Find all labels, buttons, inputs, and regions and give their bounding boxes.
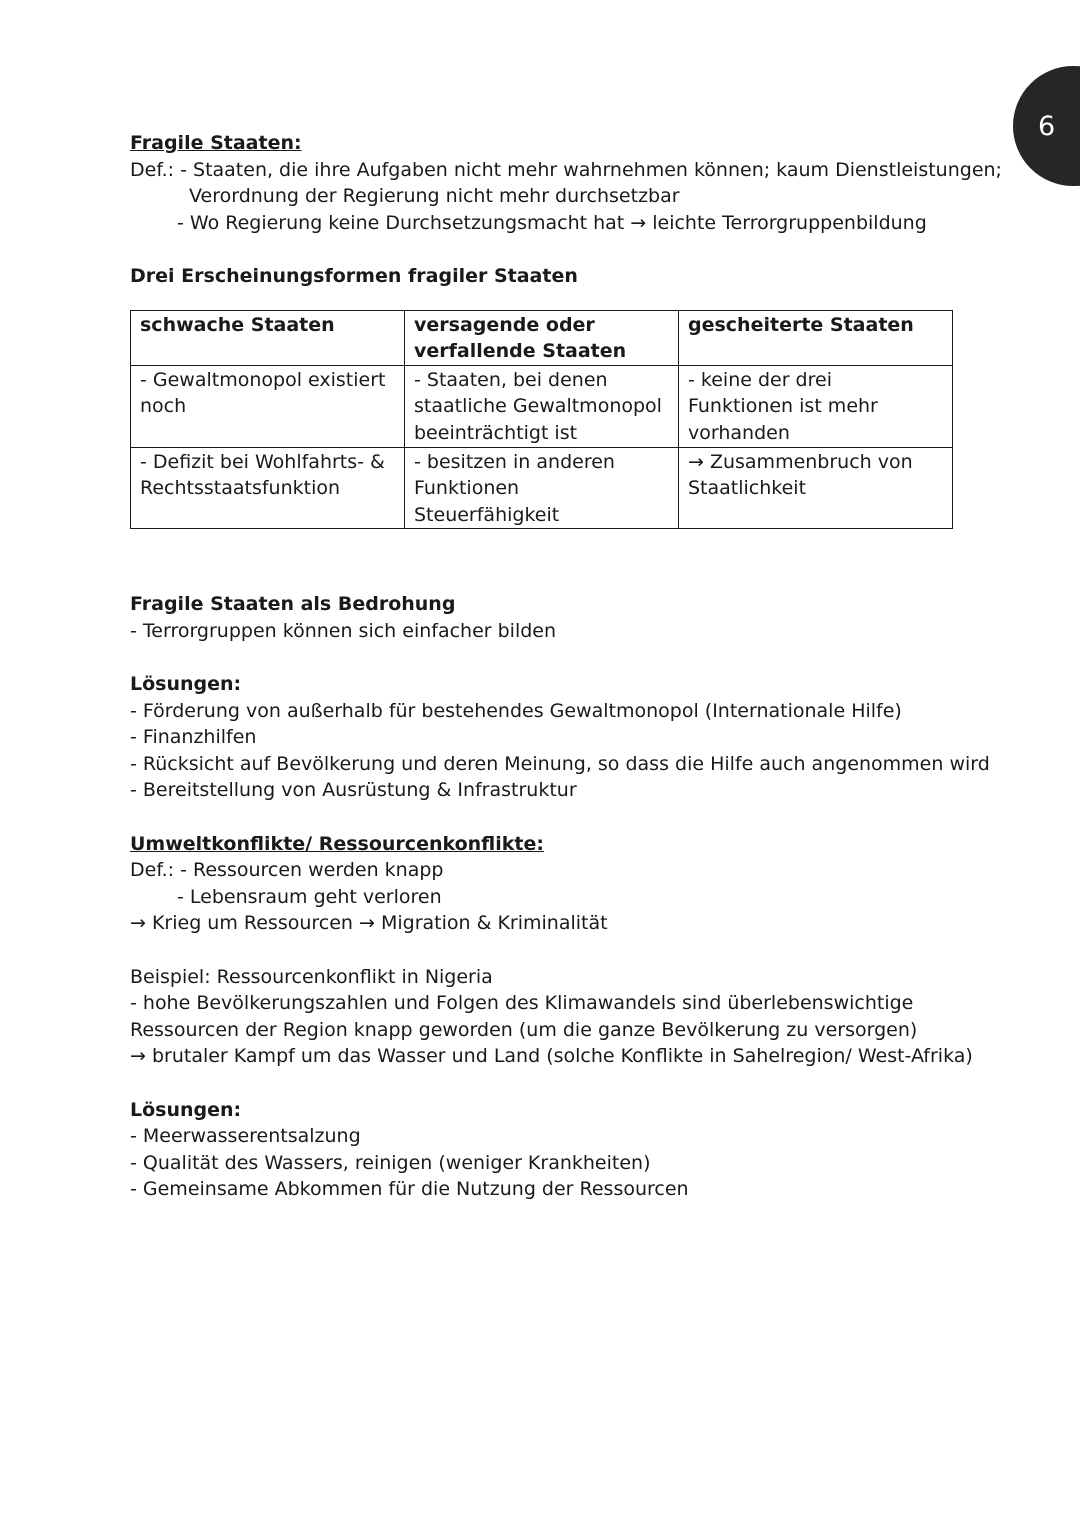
table-cell: - Gewaltmonopol existiert noch (131, 365, 405, 447)
table-cell: → Zusammenbruch von Staatlichkeit (679, 447, 953, 529)
fragile-heading: Fragile Staaten: (130, 132, 302, 154)
solutions1-item: - Förderung von außerhalb für bestehendes Gewaltmonopol (Internationale Hilfe) (130, 699, 902, 722)
solutions1-heading: Lösungen: (130, 673, 242, 696)
threat-heading: Fragile Staaten als Bedrohung (130, 593, 456, 616)
page-number: 6 (1038, 110, 1056, 142)
solutions1-item: - Finanzhilfen (130, 726, 257, 749)
environment-consequence: → Krieg um Ressourcen → Migration & Kriminalität (130, 912, 608, 935)
forms-heading: Drei Erscheinungsformen fragiler Staaten (130, 264, 578, 287)
environment-def-line2: - Lebensraum geht verloren (177, 885, 442, 908)
table-header-cell: versagende oder verfallende Staaten (405, 310, 679, 365)
table-cell: - Defizit bei Wohlfahrts- & Rechtsstaatsfunktion (131, 447, 405, 529)
table-header-cell: schwache Staaten (131, 310, 405, 365)
fragile-def-line2: Verordnung der Regierung nicht mehr durchsetzbar (189, 185, 680, 208)
forms-table (130, 310, 953, 530)
table-cell: - besitzen in anderen Funktionen Steuerfähigkeit (405, 447, 679, 529)
solutions1-item: - Bereitstellung von Ausrüstung & Infrastruktur (130, 779, 577, 802)
environment-heading: Umweltkonflikte/ Ressourcenkonflikte: (130, 832, 544, 855)
table-cell: - Staaten, bei denen staatliche Gewaltmonopol beeinträchtigt ist (405, 365, 679, 447)
solutions2-heading: Lösungen: (130, 1098, 242, 1121)
example-line2: - hohe Bevölkerungszahlen und Folgen des Klimawandels sind überlebenswichtige (130, 992, 914, 1015)
example-line3: Ressourcen der Region knapp geworden (um die ganze Bevölkerung zu versorgen) (130, 1018, 918, 1041)
example-line4: → brutaler Kampf um das Wasser und Land (solche Konflikte in Sahelregion/ West-Afrika) (130, 1045, 973, 1068)
threat-text: - Terrorgruppen können sich einfacher bilden (130, 619, 557, 642)
solutions2-item: - Gemeinsame Abkommen für die Nutzung der Ressourcen (130, 1178, 689, 1201)
solutions2-item: - Meerwasserentsalzung (130, 1125, 361, 1148)
table-cell: - keine der drei Funktionen ist mehr vorhanden (679, 365, 953, 447)
document-content (130, 130, 1002, 1203)
solutions2-item: - Qualität des Wassers, reinigen (weniger Krankheiten) (130, 1151, 651, 1174)
table-header-cell: gescheiterte Staaten (679, 310, 953, 365)
fragile-def-line3: - Wo Regierung keine Durchsetzungsmacht hat → leichte Terrorgruppenbildung (177, 211, 927, 234)
table-row (131, 447, 953, 529)
solutions1-item: - Rücksicht auf Bevölkerung und deren Meinung, so dass die Hilfe auch angenommen wird (130, 752, 990, 775)
environment-def-line1: Def.: - Ressourcen werden knapp (130, 859, 444, 882)
example-line1: Beispiel: Ressourcenkonflikt in Nigeria (130, 965, 493, 988)
fragile-def-line1: Def.: - Staaten, die ihre Aufgaben nicht mehr wahrnehmen können; kaum Dienstleistungen; (130, 158, 1002, 181)
table-row (131, 365, 953, 447)
table-header-row (131, 310, 953, 365)
page-number-badge (1013, 66, 1080, 186)
